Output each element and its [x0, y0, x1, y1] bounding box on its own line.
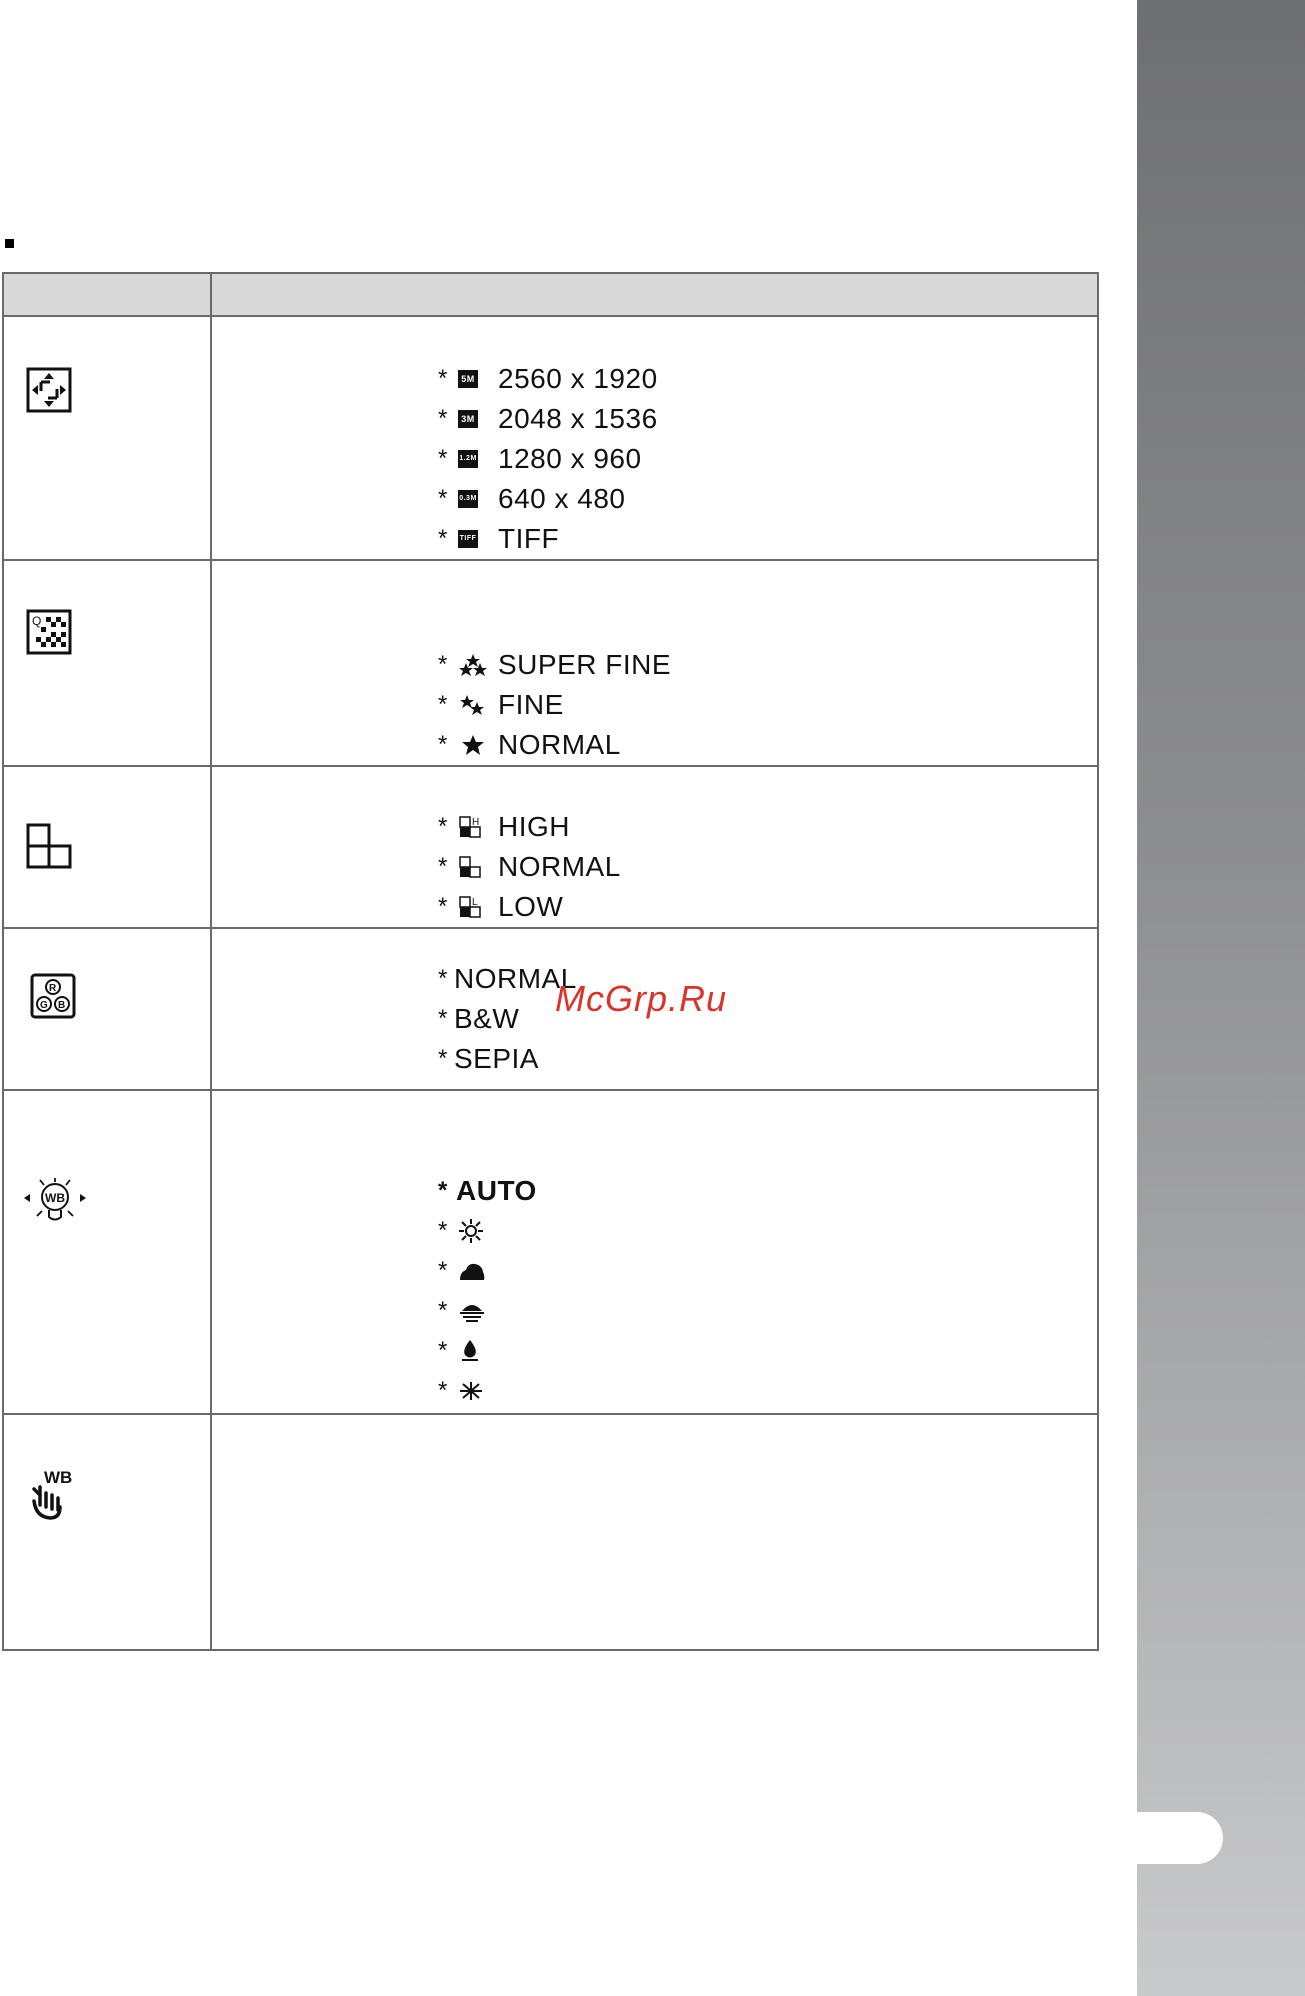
list-item: *	[438, 1371, 1097, 1411]
svg-text:G: G	[40, 1000, 48, 1011]
sun-icon	[458, 1218, 494, 1244]
list-item: * 3M 2048 x 1536	[438, 403, 658, 434]
table-row	[3, 766, 1098, 928]
table-row	[3, 1090, 1098, 1414]
svg-text:Q: Q	[32, 614, 42, 628]
3m-badge-icon: 3M	[458, 410, 478, 428]
two-stars-icon	[458, 693, 494, 717]
header-cell-options	[211, 273, 1098, 316]
sharpness-normal-icon	[458, 855, 494, 879]
svg-text:B: B	[58, 1000, 66, 1011]
list-item: * 0.3M 640 x 480	[438, 483, 626, 514]
sunset-icon	[458, 1299, 494, 1323]
list-item: * NORMAL	[438, 963, 577, 994]
list-item: * L LOW	[438, 891, 564, 922]
table-row	[3, 1414, 1098, 1650]
list-item: * SEPIA	[438, 1043, 539, 1074]
list-item: * SUPER FINE	[438, 649, 672, 680]
list-item: * B&W	[438, 1003, 520, 1034]
list-item: * NORMAL	[438, 851, 621, 882]
svg-text:H: H	[472, 817, 480, 828]
side-bar	[1137, 0, 1305, 1996]
5m-badge-icon: 5M	[458, 370, 478, 388]
svg-text:R: R	[49, 983, 57, 994]
sharpness-low-icon	[458, 895, 494, 919]
manual-wb-hand-icon	[26, 1465, 84, 1523]
list-item: *	[438, 1251, 1097, 1291]
cloud-icon	[458, 1260, 494, 1282]
one-star-icon	[458, 733, 494, 757]
table-row	[3, 316, 1098, 560]
white-balance-icon	[22, 1177, 88, 1227]
svg-text:WB: WB	[44, 1468, 73, 1487]
tungsten-bulb-icon	[458, 1338, 494, 1364]
sharpness-high-icon	[458, 815, 494, 839]
section-bullet	[5, 239, 14, 248]
watermark: McGrp.Ru	[555, 978, 728, 1019]
three-stars-icon	[458, 653, 494, 677]
list-item: *	[438, 1211, 1097, 1251]
tiff-badge-icon: TIFF	[458, 530, 478, 548]
list-item: *	[438, 1291, 1097, 1331]
list-item: * TIFF TIFF	[438, 523, 560, 554]
table-row	[3, 560, 1098, 766]
list-item: * H HIGH	[438, 811, 570, 842]
settings-table	[2, 272, 1099, 1651]
svg-text:L: L	[472, 897, 479, 908]
svg-text:WB: WB	[45, 1191, 65, 1205]
page-number-tab	[1137, 1812, 1223, 1864]
header-cell-icon	[3, 273, 211, 316]
color-mode-rgb-icon	[30, 973, 76, 1019]
table-row	[3, 928, 1098, 1090]
image-size-icon	[26, 367, 72, 413]
quality-icon	[26, 609, 72, 655]
table-header-row	[3, 273, 1098, 316]
fluorescent-icon	[458, 1379, 494, 1403]
1.2m-badge-icon: 1.2M	[458, 450, 478, 468]
sharpness-icon	[26, 823, 74, 871]
0.3m-badge-icon: 0.3M	[458, 490, 478, 508]
list-item: * AUTO	[438, 1175, 537, 1206]
list-item: *	[438, 1331, 1097, 1371]
list-item: * 5M 2560 x 1920	[438, 363, 658, 394]
list-item: * NORMAL	[438, 729, 621, 760]
list-item: * 1.2M 1280 x 960	[438, 443, 642, 474]
list-item: * FINE	[438, 689, 564, 720]
